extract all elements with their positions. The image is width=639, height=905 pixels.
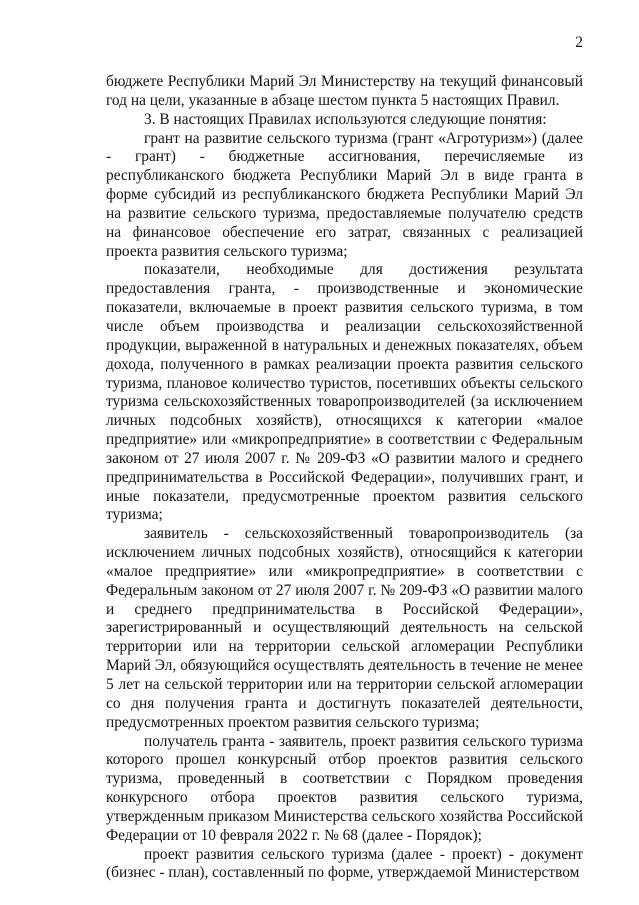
paragraph-definition-grant-recipient: получатель гранта - заявитель, проект развития сельского туризма которого прошел конкурсный отбор проектов развития сельского туризма, проведенный в соответствии с Порядком проведения конкурсного отбора проектов развития сельского туризма, утвержденным приказом Министерства сельского хозяйства Российской Федерации от 10 февраля 2022 г. № 68 (далее - Порядок);	[106, 732, 583, 844]
document-body	[106, 73, 583, 883]
paragraph-definition-indicators: показатели, необходимые для достижения результата предоставления гранта, - производственные и экономические показатели, включаемые в проект развития сельского туризма, в том числе объем производства и реализации сельскохозяйственной продукции, выраженной в натуральных и денежных показателях, объем дохода, полученного в рамках реализации проекта развития сельского туризма, плановое количество туристов, посетивших объекты сельского туризма сельскохозяйственных товаропроизводителей (за исключением личных подсобных хозяйств), относящихся к категории «малое предприятие» или «микропредприятие» в соответствии с Федеральным законом от 27 июля 2007 г. № 209-ФЗ «О развитии малого и среднего предпринимательства в Российской Федерации», получивших грант, и иные показатели, предусмотренные проектом развития сельского туризма;	[106, 261, 583, 524]
paragraph-definition-project: проект развития сельского туризма (далее - проект) - документ (бизнес - план), составленный по форме, утверждаемой Министерством	[106, 845, 583, 882]
page-number: 2	[575, 34, 583, 51]
paragraph-definition-applicant: заявитель - сельскохозяйственный товаропроизводитель (за исключением личных подсобных хозяйств), относящийся к категории «малое предприятие» или «микропредприятие» в соответствии с Федеральным законом от 27 июля 2007 г. № 209-ФЗ «О развитии малого и среднего предпринимательства в Российской Федерации», зарегистрированный и осуществляющий деятельность на сельской территории или на территории сельской агломерации Республики Марий Эл, обязующийся осуществлять деятельность в течение не менее 5 лет на сельской территории или на территории сельской агломерации со дня получения гранта и достигнуть показателей деятельности, предусмотренных проектом развития сельского туризма;	[106, 525, 583, 731]
paragraph-budget-continuation: бюджете Республики Марий Эл Министерству на текущий финансовый год на цели, указанные в абзаце шестом пункта 5 настоящих Правил.	[106, 73, 583, 109]
paragraph-definition-grant: грант на развитие сельского туризма (грант «Агротуризм») (далее - грант) - бюджетные ассигнования, перечисляемые из республиканского бюджета Республики Марий Эл в виде гранта в форме субсидий из республиканского бюджета Республики Марий Эл на развитие сельского туризма, предоставляемые получателю средств на финансовое обеспечение его затрат, связанных с реализацией проекта развития сельского туризма;	[106, 129, 583, 260]
paragraph-section-3-intro: 3. В настоящих Правилах используются следующие понятия:	[144, 110, 547, 128]
